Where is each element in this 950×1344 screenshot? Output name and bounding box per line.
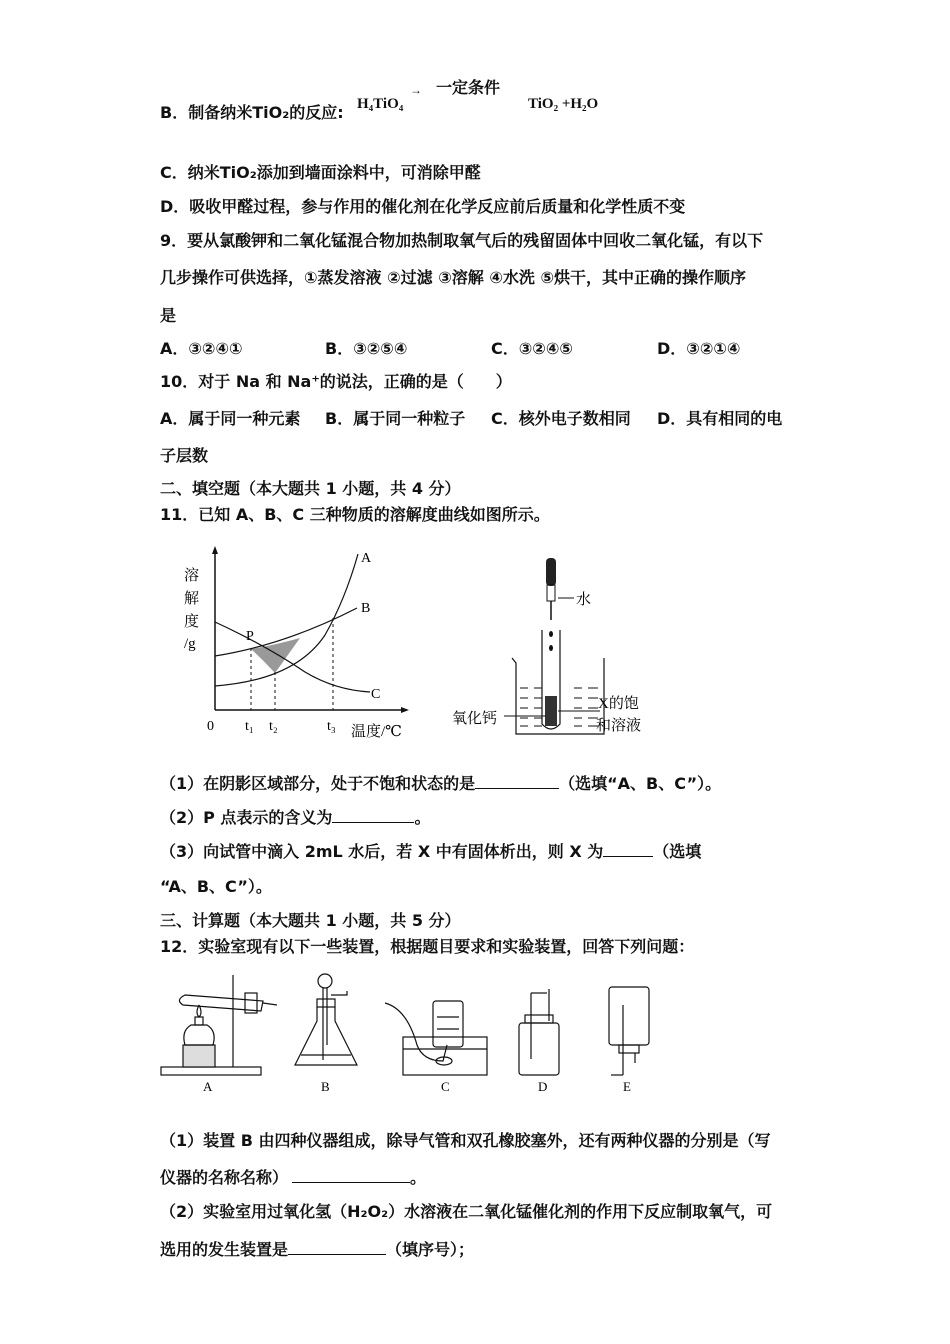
q9-stem-line2: 几步操作可供选择，①蒸发溶液 ②过滤 ③溶解 ④水洗 ⑤烘干，其中正确的操作顺序 [160, 268, 747, 287]
q8-option-b [160, 103, 344, 123]
product-formula: TiO₂ +H₂O [528, 96, 599, 112]
q12-sub1-tail: 。 [410, 1168, 427, 1187]
calcium-oxide-label: 氧化钙 [452, 711, 498, 727]
beaker [512, 658, 604, 734]
solubility-curve-graph [175, 540, 425, 745]
q12-sub1-line1: （1）装置 B 由四种仪器组成，除导气管和双孔橡胶塞外，还有两种仪器的分别是（写 [160, 1131, 771, 1150]
y-axis-arrow [212, 546, 218, 554]
q8-option-c: C．纳米TiO₂添加到墙面涂料中，可消除甲醛 [160, 163, 481, 182]
q11-sub2 [160, 806, 430, 828]
y-label-2: 解 [184, 591, 200, 607]
reaction-condition: 一定条件 [436, 80, 501, 97]
lab-apparatus-row [155, 965, 665, 1100]
q11-sub3-text: （3）向试管中滴入 2mL 水后，若 X 中有固体析出，则 X 为 [160, 842, 604, 861]
curve-a [215, 554, 358, 686]
q10-option-b: B．属于同一种粒子 [325, 409, 466, 428]
test-tube-solid [545, 696, 557, 726]
dropper-barrel [547, 585, 555, 601]
q9-stem-line1: 9．要从氯酸钾和二氧化锰混合物加热制取氧气后的残留固体中回收二氧化锰，有以下 [160, 231, 764, 250]
q12-sub1-line2 [160, 1166, 426, 1188]
reaction-arrow: → [410, 83, 422, 97]
label-c: C [441, 1079, 450, 1094]
y-label-1: 溶 [184, 568, 200, 584]
q12-sub2-blank[interactable] [288, 1238, 386, 1255]
q12-sub1-text: 仪器的名称名称） [160, 1168, 289, 1187]
q11-sub2-blank[interactable] [332, 806, 414, 823]
q9-option-c: C．③②④⑤ [491, 339, 573, 358]
label-b: B [321, 1079, 330, 1094]
label-d: D [538, 1079, 548, 1094]
q11-stem: 11．已知 A、B、C 三种物质的溶解度曲线如图所示。 [160, 505, 550, 524]
reactant-formula: H₄TiO₄ [357, 96, 404, 112]
q11-sub3-blank[interactable] [603, 840, 653, 857]
label-e: E [623, 1079, 631, 1094]
section-2-heading: 二、填空题（本大题共 1 小题，共 4 分） [160, 479, 461, 498]
q11-sub2-text: （2）P 点表示的含义为 [160, 808, 333, 827]
apparatus-c [385, 1001, 487, 1075]
q12-sub2-line1: （2）实验室用过氧化氢（H₂O₂）水溶液在二氧化锰催化剂的作用下反应制取氧气，可 [160, 1202, 773, 1221]
x-axis-label: 温度/℃ [351, 724, 402, 740]
x-axis-arrow [401, 707, 409, 713]
y-label-4: /g [184, 636, 196, 652]
x-solution-label-1: X的饱 [598, 696, 639, 712]
curve-b-label: B [361, 601, 371, 616]
q10-option-a: A．属于同一种元素 [160, 409, 301, 428]
curve-c-label: C [371, 687, 381, 702]
apparatus-a [161, 975, 277, 1075]
q8-option-b-label: B．制备纳米TiO₂的反应: [160, 103, 344, 122]
q9-option-d: D．③②①④ [657, 339, 741, 358]
tick-t2: t₂ [269, 719, 278, 734]
point-p-label: P [246, 629, 254, 644]
water-drop-1 [549, 631, 553, 637]
beaker-liquid [520, 688, 598, 726]
section-3-heading: 三、计算题（本大题共 1 小题，共 5 分） [160, 911, 461, 930]
apparatus-e [609, 987, 649, 1075]
q11-sub1 [160, 772, 721, 794]
q10-option-d: D．具有相同的电 [657, 409, 783, 428]
q10-option-d-cont: 子层数 [160, 446, 209, 465]
curve-a-label: A [361, 551, 372, 566]
tick-t3: t₃ [327, 719, 336, 734]
q9-stem-line3: 是 [160, 306, 177, 325]
q11-sub1-blank[interactable] [475, 772, 559, 789]
dropper-bulb [546, 558, 556, 586]
q9-option-a: A．③②④① [160, 339, 243, 358]
origin-label: 0 [207, 719, 214, 734]
label-a: A [203, 1079, 213, 1094]
apparatus-d [519, 989, 559, 1075]
q11-sub1-text: （1）在阴影区域部分，处于不饱和状态的是 [160, 774, 476, 793]
q8-option-d: D．吸收甲醛过程，参与作用的催化剂在化学反应前后质量和化学性质不变 [160, 197, 686, 216]
x-solution-label-2: 和溶液 [596, 718, 642, 734]
q10-option-c: C．核外电子数相同 [491, 409, 631, 428]
q11-sub3-tail: （选填 [653, 842, 702, 861]
y-label-3: 度 [184, 614, 200, 630]
q12-sub1-blank[interactable] [292, 1166, 410, 1183]
beaker-apparatus [450, 548, 660, 748]
q12-stem: 12．实验室现有以下一些装置，根据题目要求和实验装置，回答下列问题： [160, 937, 695, 956]
q11-sub3 [160, 840, 701, 862]
apparatus-b [295, 974, 357, 1065]
q12-sub2-text: 选用的发生装置是 [160, 1240, 289, 1259]
q11-sub2-tail: 。 [414, 808, 431, 827]
tick-t1: t₁ [245, 719, 254, 734]
q11-sub3-cont: “A、B、C”）。 [160, 877, 272, 896]
curve-c [215, 622, 370, 692]
q9-option-b: B．③②⑤④ [325, 339, 408, 358]
q10-stem: 10．对于 Na 和 Na⁺的说法，正确的是（ ） [160, 372, 512, 391]
q11-sub1-tail: （选填“A、B、C”）。 [559, 774, 722, 793]
q12-sub2-line2 [160, 1238, 474, 1260]
water-drop-2 [549, 645, 553, 651]
q12-sub2-tail: （填序号）； [386, 1240, 475, 1259]
water-label: 水 [576, 592, 592, 608]
